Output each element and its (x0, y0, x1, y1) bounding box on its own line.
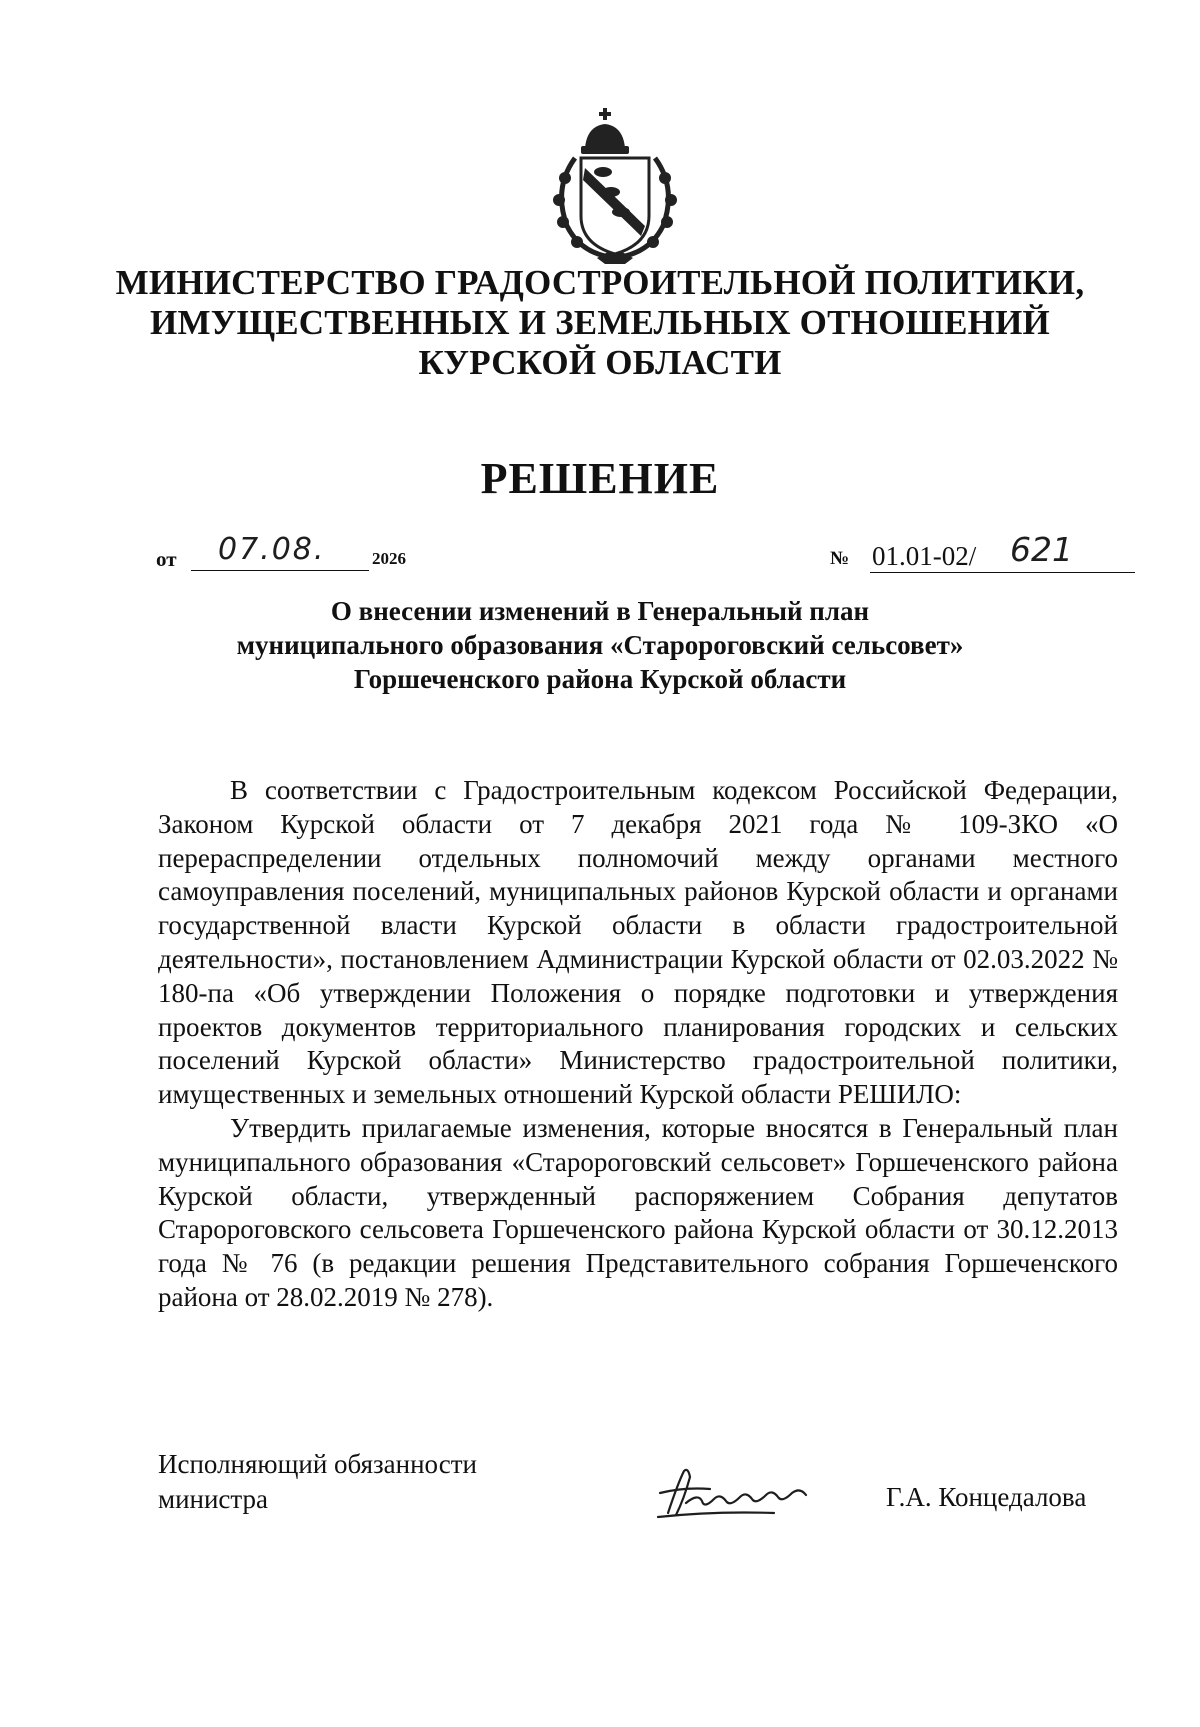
date-handwritten: 07.08. (218, 532, 326, 567)
body-paragraph-legal-basis: В соответствии с Градостроительным кодексом Российской Федерации, Законом Курской области от 7 декабря 2021 года № 109-ЗКО «О перераспределении отдельных полномочий между органами местного самоуправления поселений, муниципальных районов Курской области и органами государственной власти Курской области в области градостроительной деятельности», постановлением Администрации Курской области от 02.03.2022 № 180-па «Об утверждении Положения о порядке подготовки и утверждения проектов документов территориального планирования городских и сельских поселений Курской области» Министерство градостроительной политики, имущественных и земельных отношений Курской области РЕШИЛО: (158, 775, 1118, 1110)
body-paragraph-decision: Утвердить прилагаемые изменения, которые вносятся в Генеральный план муниципального образования «Старороговский сельсовет» Горшеченского района Курской области, утвержденный распоряжением Собрания депутатов Старороговского сельсовета Горшеченского района Курской области от 30.12.2013 года № 76 (в редакции решения Представительного собрания Горшеченского района от 28.02.2019 № 278). (158, 1112, 1118, 1312)
document-type: РЕШЕНИЕ (480, 454, 720, 503)
date-underline (191, 570, 369, 571)
date-year: 2026 (372, 549, 406, 568)
date-prefix: от (156, 547, 177, 571)
subject-line-2: муниципального образования «Старороговский сельсовет» (236, 630, 964, 660)
ministry-name-line-1: МИНИСТЕРСТВО ГРАДОСТРОИТЕЛЬНОЙ ПОЛИТИКИ, (115, 263, 1085, 302)
signer-position-line-2: министра (158, 1484, 269, 1514)
number-underline (870, 572, 1135, 573)
number-sign: № (830, 548, 850, 569)
signer-name: Г.А. Концедалова (886, 1482, 1087, 1512)
ministry-name-line-2: ИМУЩЕСТВЕННЫХ И ЗЕМЕЛЬНЫХ ОТНОШЕНИЙ (150, 303, 1050, 342)
subject-line-3: Горшеченского района Курской области (353, 664, 847, 694)
ministry-name-line-3: КУРСКОЙ ОБЛАСТИ (418, 343, 782, 382)
number-printed: 01.01-02/ (872, 541, 977, 571)
document-subject (100, 594, 1100, 696)
signer-position (158, 1447, 477, 1517)
handwritten-signature-icon (654, 1463, 824, 1519)
kursk-oblast-coat-of-arms-icon (545, 108, 685, 266)
subject-line-1: О внесении изменений в Генеральный план (330, 596, 870, 626)
document-body (158, 774, 1118, 1315)
number-handwritten: 621 (1010, 530, 1073, 569)
ministry-name (100, 263, 1100, 383)
signer-position-line-1: Исполняющий обязанности (158, 1449, 477, 1479)
